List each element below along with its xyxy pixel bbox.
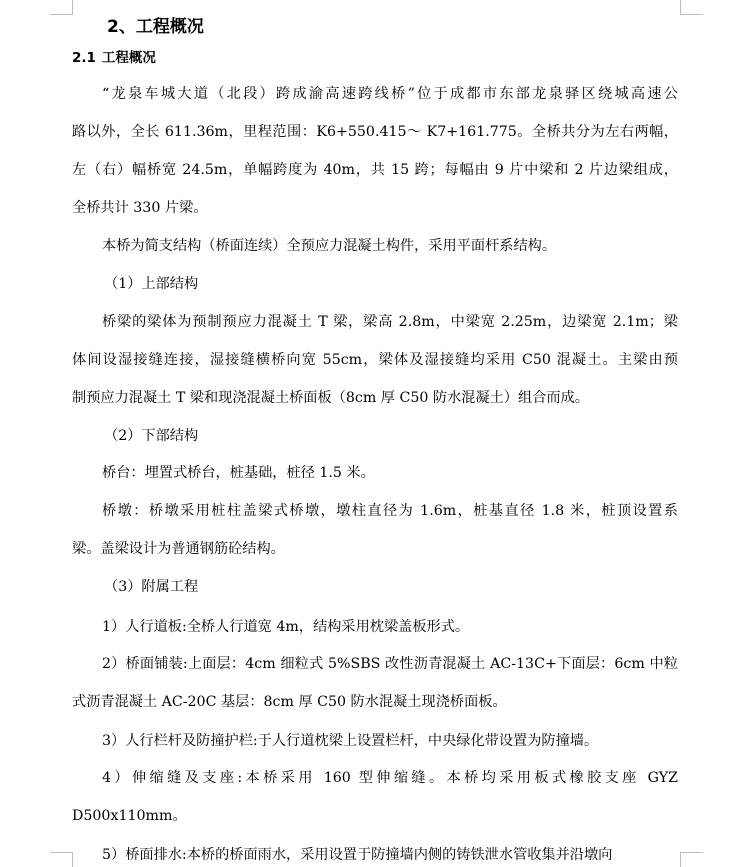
paragraph-line: 梁。盖梁设计为普通钢筋砼结构。 xyxy=(72,541,285,557)
subsection-title: 工程概况 xyxy=(101,50,156,66)
section-heading: 2、工程概况 xyxy=(107,17,204,37)
list-item: 2）桥面铺装:上面层：4cm 细粒式 5%SBS 改性沥青混凝土 AC-13C+下面层：6cm 中粒 xyxy=(102,656,678,672)
subsection-number: 2.1 xyxy=(72,50,96,66)
margin-corner-mark xyxy=(680,852,703,867)
list-item: 1）人行道板:全桥人行道宽 4m，结构采用枕梁盖板形式。 xyxy=(102,619,470,635)
list-item-continuation: 式沥青混凝土 AC-20C 基层：8cm 厚 C50 防水混凝土现浇桥面板。 xyxy=(72,694,507,710)
list-item-continuation: D500x110mm。 xyxy=(72,808,187,824)
subheading-line: （2）下部结构 xyxy=(104,428,199,444)
paragraph-line: 本桥为简支结构（桥面连续）全预应力混凝土构件，采用平面杆系结构。 xyxy=(102,238,557,254)
paragraph-line: 全桥共计 330 片梁。 xyxy=(72,200,208,216)
list-item: 4）伸缩缝及支座:本桥采用 160 型伸缩缝。本桥均采用板式橡胶支座 GYZ xyxy=(102,770,678,786)
list-item: 5）桥面排水:本桥的桥面雨水，采用设置于防撞墙内侧的铸铁泄水管收集并沿墩向 xyxy=(102,847,613,863)
paragraph-line: 桥墩：桥墩采用桩柱盖梁式桥墩，墩柱直径为 1.6m，桩基直径 1.8 米，桩顶设置系 xyxy=(102,503,678,519)
paragraph-line: 体间设湿接缝连接，湿接缝横桥向宽 55cm，梁体及湿接缝均采用 C50 混凝土。主梁由预 xyxy=(72,352,678,368)
margin-corner-mark xyxy=(50,852,73,867)
margin-corner-mark xyxy=(50,0,73,15)
paragraph-line: 左（右）幅桥宽 24.5m，单幅跨度为 40m，共 15 跨；每幅由 9 片中梁和 2 片边梁组成， xyxy=(72,162,678,178)
subheading-line: （1）上部结构 xyxy=(104,276,199,292)
paragraph-line: “龙泉车城大道（北段）跨成渝高速跨线桥”位于成都市东部龙泉驿区绕城高速公 xyxy=(102,86,678,102)
list-item: 3）人行栏杆及防撞护栏:于人行道枕梁上设置栏杆，中央绿化带设置为防撞墙。 xyxy=(102,733,599,749)
paragraph-line: 制预应力混凝土 T 梁和现浇混凝土桥面板（8cm 厚 C50 防水混凝土）组合而成。 xyxy=(72,390,589,406)
paragraph-line: 路以外，全长 611.36m，里程范围：K6+550.415～ K7+161.775。全桥共分为左右两幅， xyxy=(72,124,678,140)
paragraph-line: 桥台：埋置式桥台，桩基础，桩径 1.5 米。 xyxy=(102,465,375,481)
subsection-heading xyxy=(72,46,156,66)
margin-corner-mark xyxy=(680,0,703,15)
paragraph-line: 桥梁的梁体为预制预应力混凝土 T 梁，梁高 2.8m，中梁宽 2.25m，边梁宽 2.1m；梁 xyxy=(102,314,678,330)
subheading-line: （3）附属工程 xyxy=(104,579,199,595)
